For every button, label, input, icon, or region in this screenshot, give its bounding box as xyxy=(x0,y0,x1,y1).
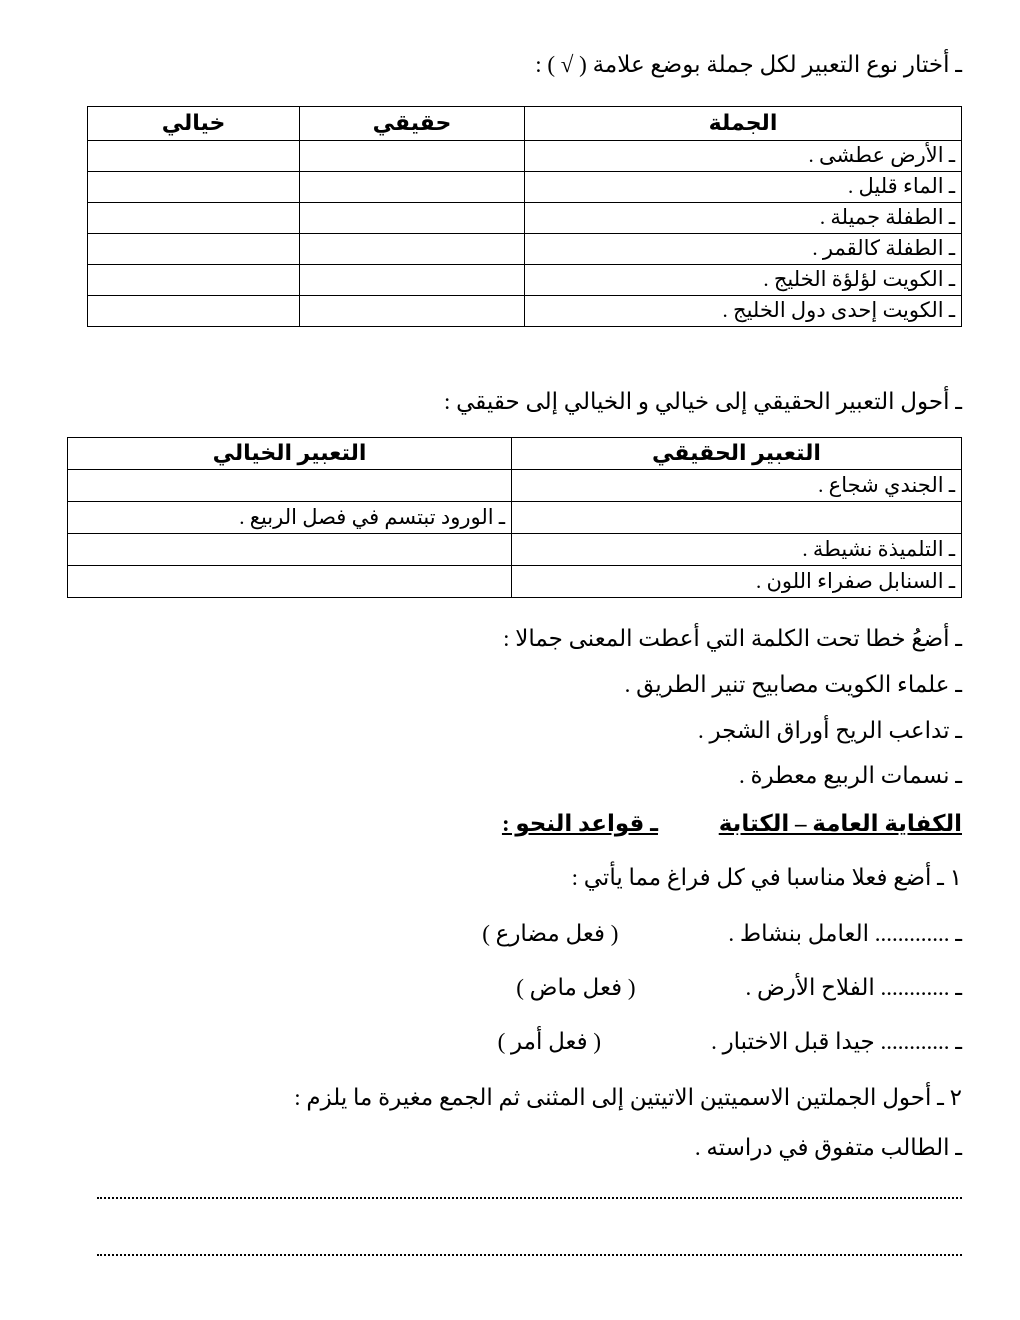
col-header-real: حقيقي xyxy=(300,106,525,140)
imaginary-answer-cell xyxy=(88,295,300,326)
col-header-imaginary: خيالي xyxy=(88,106,300,140)
fill-sentence: ـ ............ الفلاح الأرض . xyxy=(745,975,962,1001)
q2-sentence: ـ الطالب متفوق في دراسته . xyxy=(694,1134,962,1160)
imaginary-expression-cell xyxy=(68,533,512,565)
table-row xyxy=(88,233,962,264)
table-row xyxy=(68,501,962,533)
underline-word-instruction: ـ أضعُ خطا تحت الكلمة التي أعطت المعنى جمالا : xyxy=(503,625,962,651)
fill-verb-line xyxy=(58,1027,962,1057)
real-answer-cell xyxy=(300,233,525,264)
real-answer-cell xyxy=(300,171,525,202)
real-expression-cell xyxy=(512,501,962,533)
grammar-section-heading xyxy=(58,809,962,839)
imaginary-expression-cell: ـ الورود تبتسم في فصل الربيع . xyxy=(68,501,512,533)
table1-header-row xyxy=(88,106,962,140)
verb-type-hint: ( فعل ماض ) xyxy=(516,975,636,1001)
verb-type-hint: ( فعل أمر ) xyxy=(497,1028,602,1054)
sentence-cell: ـ الكويت لؤلؤة الخليج . xyxy=(525,264,962,295)
answer-dotted-line xyxy=(97,1254,962,1256)
imaginary-answer-cell xyxy=(88,171,300,202)
fill-verb-line xyxy=(58,919,962,949)
imaginary-expression-cell xyxy=(68,565,512,597)
table-row xyxy=(88,202,962,233)
convert-expression-table xyxy=(67,437,962,598)
answer-dotted-line xyxy=(97,1197,962,1199)
table-row xyxy=(88,295,962,326)
real-expression-cell: ـ السنابل صفراء اللون . xyxy=(512,565,962,597)
fill-sentence: ـ ............. العامل بنشاط . xyxy=(728,921,962,947)
table2-header-row xyxy=(68,437,962,469)
real-answer-cell xyxy=(300,140,525,171)
imaginary-answer-cell xyxy=(88,140,300,171)
q2-title: ٢ ـ أحول الجملتين الاسميتين الاتيتين إلى المثنى ثم الجمع مغيرة ما يلزم : xyxy=(294,1084,962,1110)
real-answer-cell xyxy=(300,295,525,326)
real-expression-cell: ـ الجندي شجاع . xyxy=(512,469,962,501)
imaginary-answer-cell xyxy=(88,233,300,264)
table-row xyxy=(68,565,962,597)
expression-type-instruction: ـ أختار نوع التعبير لكل جملة بوضع علامة ( √ ) : xyxy=(535,52,962,77)
col-header-real-expression: التعبير الحقيقي xyxy=(512,437,962,469)
heading-general-competency: الكفاية العامة – الكتابة xyxy=(718,811,962,837)
col-header-imaginary-expression: التعبير الخيالي xyxy=(68,437,512,469)
real-expression-cell: ـ التلميذة نشيطة . xyxy=(512,533,962,565)
sentence-cell: ـ الماء قليل . xyxy=(525,171,962,202)
expression-type-table xyxy=(87,106,962,327)
sentence-cell: ـ الطفلة كالقمر . xyxy=(525,233,962,264)
convert-expression-instruction: ـ أحول التعبير الحقيقي إلى خيالي و الخيالي إلى حقيقي : xyxy=(443,388,962,414)
heading-grammar-rules: ـ قواعد النحو : xyxy=(501,811,658,837)
imaginary-expression-cell xyxy=(68,469,512,501)
fill-verb-line xyxy=(58,973,962,1003)
underline-item: ـ نسمات الربيع معطرة . xyxy=(738,763,962,789)
sentence-cell: ـ الطفلة جميلة . xyxy=(525,202,962,233)
sentence-cell: ـ الأرض عطشى . xyxy=(525,140,962,171)
q1-title: ١ ـ أضع فعلا مناسبا في كل فراغ مما يأتي : xyxy=(571,865,962,891)
underline-item: ـ تداعب الريح أوراق الشجر . xyxy=(697,717,962,743)
table-row xyxy=(88,171,962,202)
table-row xyxy=(88,264,962,295)
imaginary-answer-cell xyxy=(88,202,300,233)
col-header-sentence: الجملة xyxy=(525,106,962,140)
verb-type-hint: ( فعل مضارع ) xyxy=(482,921,619,947)
fill-sentence: ـ ............ جيدا قبل الاختبار . xyxy=(711,1028,962,1054)
table-row xyxy=(68,469,962,501)
table-row xyxy=(88,140,962,171)
real-answer-cell xyxy=(300,202,525,233)
underline-item: ـ علماء الكويت مصابيح تنير الطريق . xyxy=(624,671,962,697)
imaginary-answer-cell xyxy=(88,264,300,295)
real-answer-cell xyxy=(300,264,525,295)
table-row xyxy=(68,533,962,565)
sentence-cell: ـ الكويت إحدى دول الخليج . xyxy=(525,295,962,326)
